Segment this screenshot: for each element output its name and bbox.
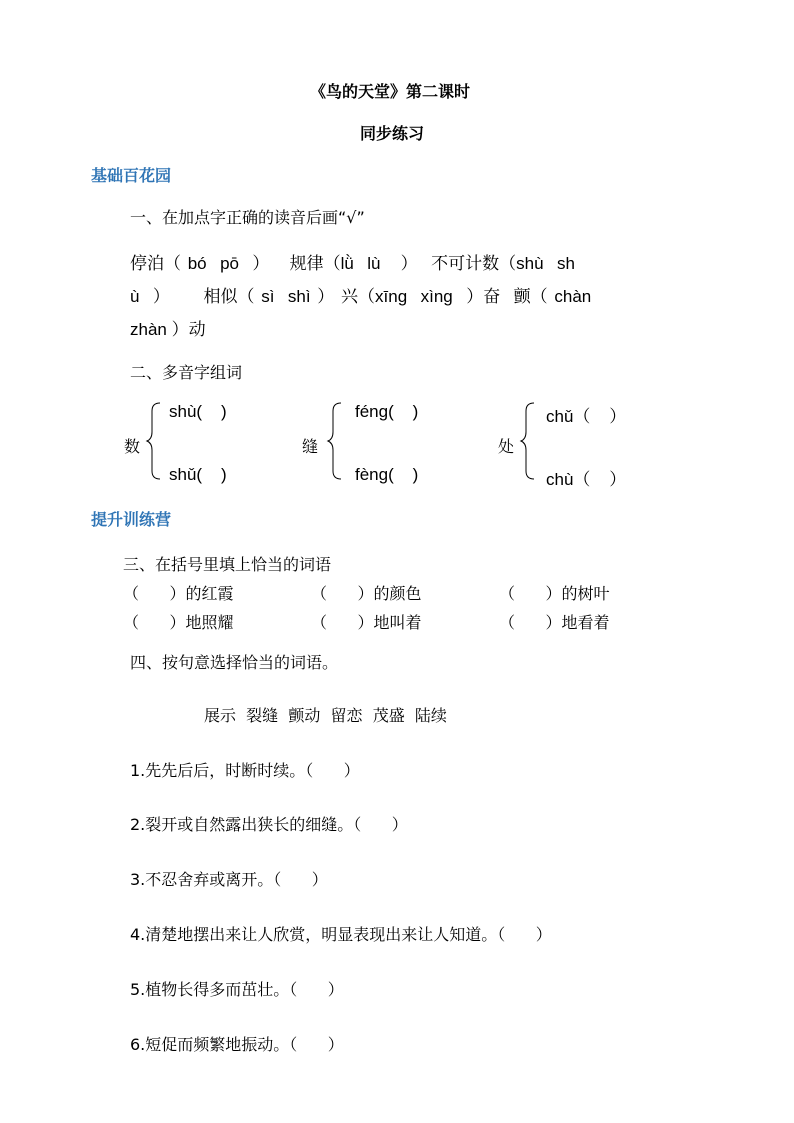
definition-item-2: 2.裂开或自然露出狭长的细缝。（ ） [130,815,408,834]
section-heading-advanced: 提升训练营 [91,510,172,529]
word-bank: 展示 裂缝 颤动 留恋 茂盛 陆续 [204,706,447,725]
definition-item-4: 4.清楚地摆出来让人欣赏，明显表现出来让人知道。（ ） [130,925,552,944]
fill-blank-item: （ ）地看着 [499,613,610,632]
fill-blank-item: （ ）的红霞 [123,584,234,603]
fill-blank-item: （ ）的颜色 [311,584,422,603]
polyphone-top-reading: féng( ) [355,402,419,421]
definition-item-6: 6.短促而频繁地振动。（ ） [130,1035,344,1054]
polyphone-char-chu: 处 [498,437,515,456]
polyphone-bottom-reading: fèng( ) [355,465,419,484]
brace-icon [327,402,343,480]
question-1-prompt: 一、在加点字正确的读音后画“√” [130,208,365,227]
question-1-line-1: 停泊（ bó pō ） 规律（lǜ lù ） 不可计数（shù sh [130,254,575,273]
brace-icon [520,402,536,480]
fill-blank-item: （ ）地叫着 [311,613,422,632]
section-heading-basic: 基础百花园 [91,166,172,185]
fill-blank-item: （ ）地照耀 [123,613,234,632]
question-1-line-2: ù ） 相似（ sì shì ） 兴（xīng xìng ）奋 颤（ chàn [130,287,592,306]
polyphone-bottom-reading: shǔ( ) [169,465,227,484]
question-3-prompt: 三、在括号里填上恰当的词语 [123,555,332,574]
brace-icon [146,402,162,480]
question-2-prompt: 二、多音字组词 [130,363,243,382]
polyphone-char-shu: 数 [124,437,141,456]
definition-item-1: 1.先先后后，时断时续。（ ） [130,761,360,780]
polyphone-bottom-reading: chù（ ） [546,470,627,489]
definition-item-5: 5.植物长得多而茁壮。（ ） [130,980,344,999]
document-title: 《鸟的天堂》第二课时 [310,82,471,101]
question-1-line-3: zhàn ）动 [130,320,206,339]
fill-blank-item: （ ）的树叶 [499,584,610,603]
document-subtitle: 同步练习 [360,124,425,143]
question-4-prompt: 四、按句意选择恰当的词语。 [130,653,339,672]
polyphone-char-feng: 缝 [302,437,319,456]
definition-item-3: 3.不忍舍弃或离开。（ ） [130,870,328,889]
polyphone-top-reading: chǔ（ ） [546,407,627,426]
polyphone-top-reading: shù( ) [169,402,227,421]
